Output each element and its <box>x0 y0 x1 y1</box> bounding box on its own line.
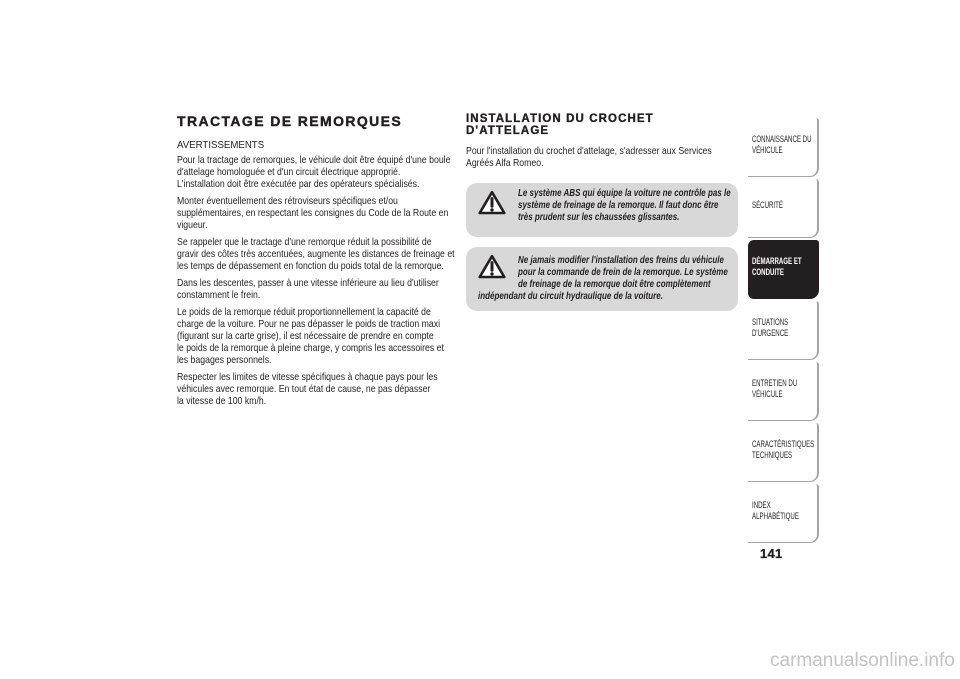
chapter-tab <box>748 118 819 177</box>
warning-text-line: indépendant du circuit hydraulique de la voiture. <box>478 291 663 302</box>
paragraph-line: d'attelage homologuée et d'un circuit électrique approprié. <box>177 166 401 178</box>
paragraph <box>177 306 467 366</box>
paragraph-line: le poids de la remorque à pleine charge, y compris les accessoires et <box>177 342 444 354</box>
paragraph-list <box>177 154 467 407</box>
section-hitch-installation <box>466 114 738 311</box>
paragraph-line: constamment le frein. <box>177 289 261 301</box>
section-title-line: INSTALLATION DU CROCHET <box>466 113 654 125</box>
paragraph-line: Se rappeler que le tractage d'une remorque réduit la possibilité de <box>177 236 432 248</box>
paragraph <box>177 195 467 231</box>
warning-text-line: Ne jamais modifier l'installation des freins du véhicule <box>518 255 724 266</box>
chapter-tab-label: D'URGENCE <box>752 327 789 338</box>
paragraph-line: Agréés Alfa Romeo. <box>466 156 544 169</box>
chapter-tab-label: ALPHABÉTIQUE <box>752 510 799 521</box>
chapter-tab <box>748 362 819 421</box>
warning-triangle-icon <box>478 190 506 215</box>
chapter-tab-label: INDEX <box>752 500 771 510</box>
chapter-tabs <box>748 118 819 545</box>
section-title-line: D'ATTELAGE <box>466 124 550 137</box>
chapter-tab-label: CONDUITE <box>752 266 784 277</box>
warning-triangle-icon <box>478 254 506 279</box>
paragraph <box>177 371 467 407</box>
chapter-tab-label: CARACTÉRISTIQUES <box>752 439 815 449</box>
paragraph-line: Le poids de la remorque réduit proportionnellement la capacité de <box>177 306 431 318</box>
warning-box <box>466 183 738 237</box>
paragraph-line: gravir des côtes très accentuées, augmente les distances de freinage et <box>177 248 455 260</box>
chapter-tab-label: VÉHICULE <box>752 388 783 399</box>
section-title: TRACTAGE DE REMORQUES <box>177 113 403 129</box>
paragraph-line: charge de la voiture. Pour ne pas dépasser le poids de traction maxi <box>177 318 441 330</box>
chapter-tab-active <box>748 240 819 299</box>
chapter-tab <box>748 301 819 360</box>
intro-paragraph <box>466 145 738 169</box>
paragraph-line: (figurant sur la carte grise), il est nécessaire de prendre en compte <box>177 330 434 342</box>
paragraph-line: Respecter les limites de vitesse spécifiques à chaque pays pour les <box>177 371 438 383</box>
paragraph-line: Pour l'installation du crochet d'attelage, s'adresser aux Services <box>466 144 712 157</box>
chapter-tab-label: SITUATIONS <box>752 317 789 327</box>
chapter-tab-label: CONNAISSANCE DU <box>752 134 812 144</box>
warning-text-line: pour la commande de frein de la remorque. Le système <box>518 267 728 278</box>
paragraph-line: L'installation doit être exécutée par des opérateurs spécialisés. <box>177 178 420 190</box>
paragraph <box>177 154 467 190</box>
paragraph <box>177 236 467 272</box>
chapter-tab-label: TECHNIQUES <box>752 449 793 460</box>
warning-text-line: de freinage de la remorque doit être complètement <box>518 279 711 290</box>
paragraph-line: la vitesse de 100 km/h. <box>177 395 267 407</box>
chapter-tab-label: DÉMARRAGE ET <box>752 256 802 266</box>
paragraph <box>177 277 467 301</box>
warnings-heading: AVERTISSEMENTS <box>177 139 265 151</box>
chapter-tab <box>748 484 819 543</box>
section-towing-trailers <box>177 114 467 407</box>
paragraph-line: Monter éventuellement des rétroviseurs spécifiques et/ou <box>177 195 398 207</box>
section-title <box>466 114 738 137</box>
warning-box <box>466 247 738 311</box>
paragraph-line: Pour la tractage de remorques, le véhicule doit être équipé d'une boule <box>177 154 451 166</box>
warning-text-line: système de freinage de la remorque. Il faut donc être <box>518 200 719 211</box>
chapter-tab-label: ENTRETIEN DU <box>752 378 798 388</box>
warning-list <box>466 183 738 311</box>
warning-text-line: très prudent sur les chaussées glissantes. <box>518 212 680 223</box>
chapter-tab <box>748 423 819 482</box>
chapter-tab <box>748 179 819 238</box>
warning-text-line: Le système ABS qui équipe la voiture ne contrôle pas le <box>518 188 731 199</box>
chapter-tab-label: SÉCURITÉ <box>752 200 783 211</box>
paragraph-line: les temps de dépassement en fonction du poids total de la remorque. <box>177 260 444 272</box>
paragraph-line: supplémentaires, en respectant les consignes du Code de la Route en <box>177 207 449 219</box>
paragraph-line: vigueur. <box>177 219 208 231</box>
chapter-tab-label: VÉHICULE <box>752 144 783 155</box>
paragraph-line: véhicules avec remorque. En tout état de cause, ne pas dépasser <box>177 383 431 395</box>
paragraph-line: Dans les descentes, passer à une vitesse inférieure au lieu d'utiliser <box>177 277 439 289</box>
paragraph-line: les bagages personnels. <box>177 354 272 366</box>
watermark: carmanualsonline.info <box>770 650 955 671</box>
page-number: 141 <box>760 546 783 561</box>
